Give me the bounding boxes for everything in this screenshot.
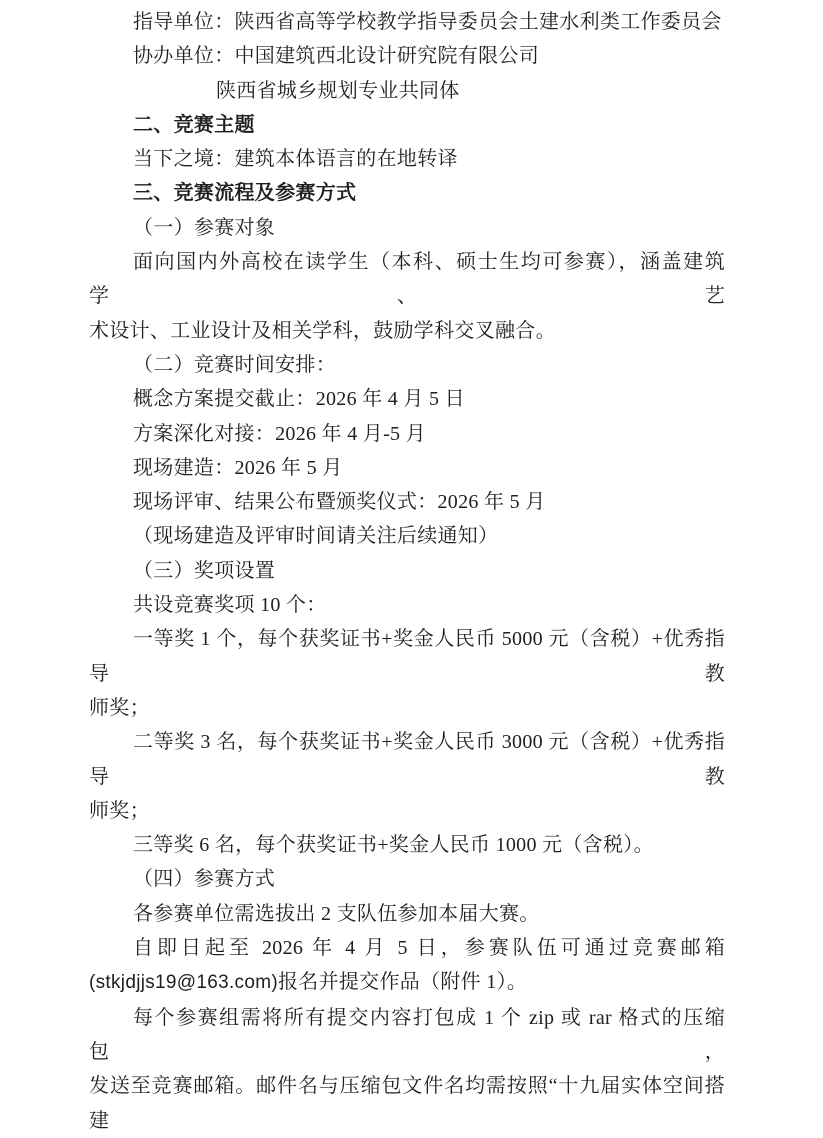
heading-competition-theme: 二、竞赛主题 [133, 113, 255, 136]
subheading-participants: （一）参赛对象 [133, 216, 276, 239]
line-scheme-refinement: 方案深化对接：2026 年 4 月-5 月 [133, 422, 426, 445]
line-package-format-2: 发送至竞赛邮箱。邮件名与压缩包文件名均需按照“十九届实体空间搭建 [89, 1075, 725, 1132]
line-second-prize-2: 师奖； [89, 799, 150, 822]
line-entry-email-rest: 报名并提交作品（附件 1）。 [277, 971, 528, 994]
heading-process-and-entry: 三、竞赛流程及参赛方式 [133, 182, 357, 205]
line-schedule-note: （现场建造及评审时间请关注后续通知） [133, 525, 499, 548]
subheading-schedule: （二）竞赛时间安排： [133, 353, 336, 376]
line-concept-deadline: 概念方案提交截止：2026 年 4 月 5 日 [133, 388, 465, 411]
line-first-prize-1: 一等奖 1 个，每个获奖证书+奖金人民币 5000 元（含税）+优秀指导教 [89, 628, 725, 685]
line-coorganizer-unit-2: 陕西省城乡规划专业共同体 [216, 79, 460, 102]
line-entry-deadline: 自即日起至 2026 年 4 月 5 日，参赛队伍可通过竞赛邮箱 [133, 937, 725, 960]
line-entry-teams: 各参赛单位需选拔出 2 支队伍参加本届大赛。 [133, 902, 540, 925]
line-coorganizer-unit: 协办单位：中国建筑西北设计研究院有限公司 [133, 45, 539, 68]
subheading-awards: （三）奖项设置 [133, 559, 276, 582]
line-first-prize-2: 师奖； [89, 696, 150, 719]
line-participants-1: 面向国内外高校在读学生（本科、硕士生均可参赛），涵盖建筑学、艺 [89, 251, 725, 308]
subheading-entry-method: （四）参赛方式 [133, 868, 276, 891]
line-onsite-construction: 现场建造：2026 年 5 月 [133, 456, 343, 479]
line-second-prize-1: 二等奖 3 名，每个获奖证书+奖金人民币 3000 元（含税）+优秀指导教 [89, 731, 725, 788]
line-awards-total: 共设竞赛奖项 10 个： [133, 594, 327, 617]
line-package-format-1: 每个参赛组需将所有提交内容打包成 1 个 zip 或 rar 格式的压缩包， [89, 1006, 725, 1063]
line-review-award-ceremony: 现场评审、结果公布暨颁奖仪式：2026 年 5 月 [133, 491, 546, 514]
line-guiding-unit: 指导单位：陕西省高等学校教学指导委员会土建水利类工作委员会 [133, 11, 722, 33]
line-third-prize: 三等奖 6 名，每个获奖证书+奖金人民币 1000 元（含税）。 [133, 834, 654, 857]
line-theme-statement: 当下之境：建筑本体语言的在地转译 [133, 148, 458, 171]
email-address: (stkjdjjs19@163.com) [89, 972, 278, 994]
line-participants-2: 术设计、工业设计及相关学科，鼓励学科交叉融合。 [89, 319, 556, 342]
line-entry-email [89, 965, 725, 1000]
